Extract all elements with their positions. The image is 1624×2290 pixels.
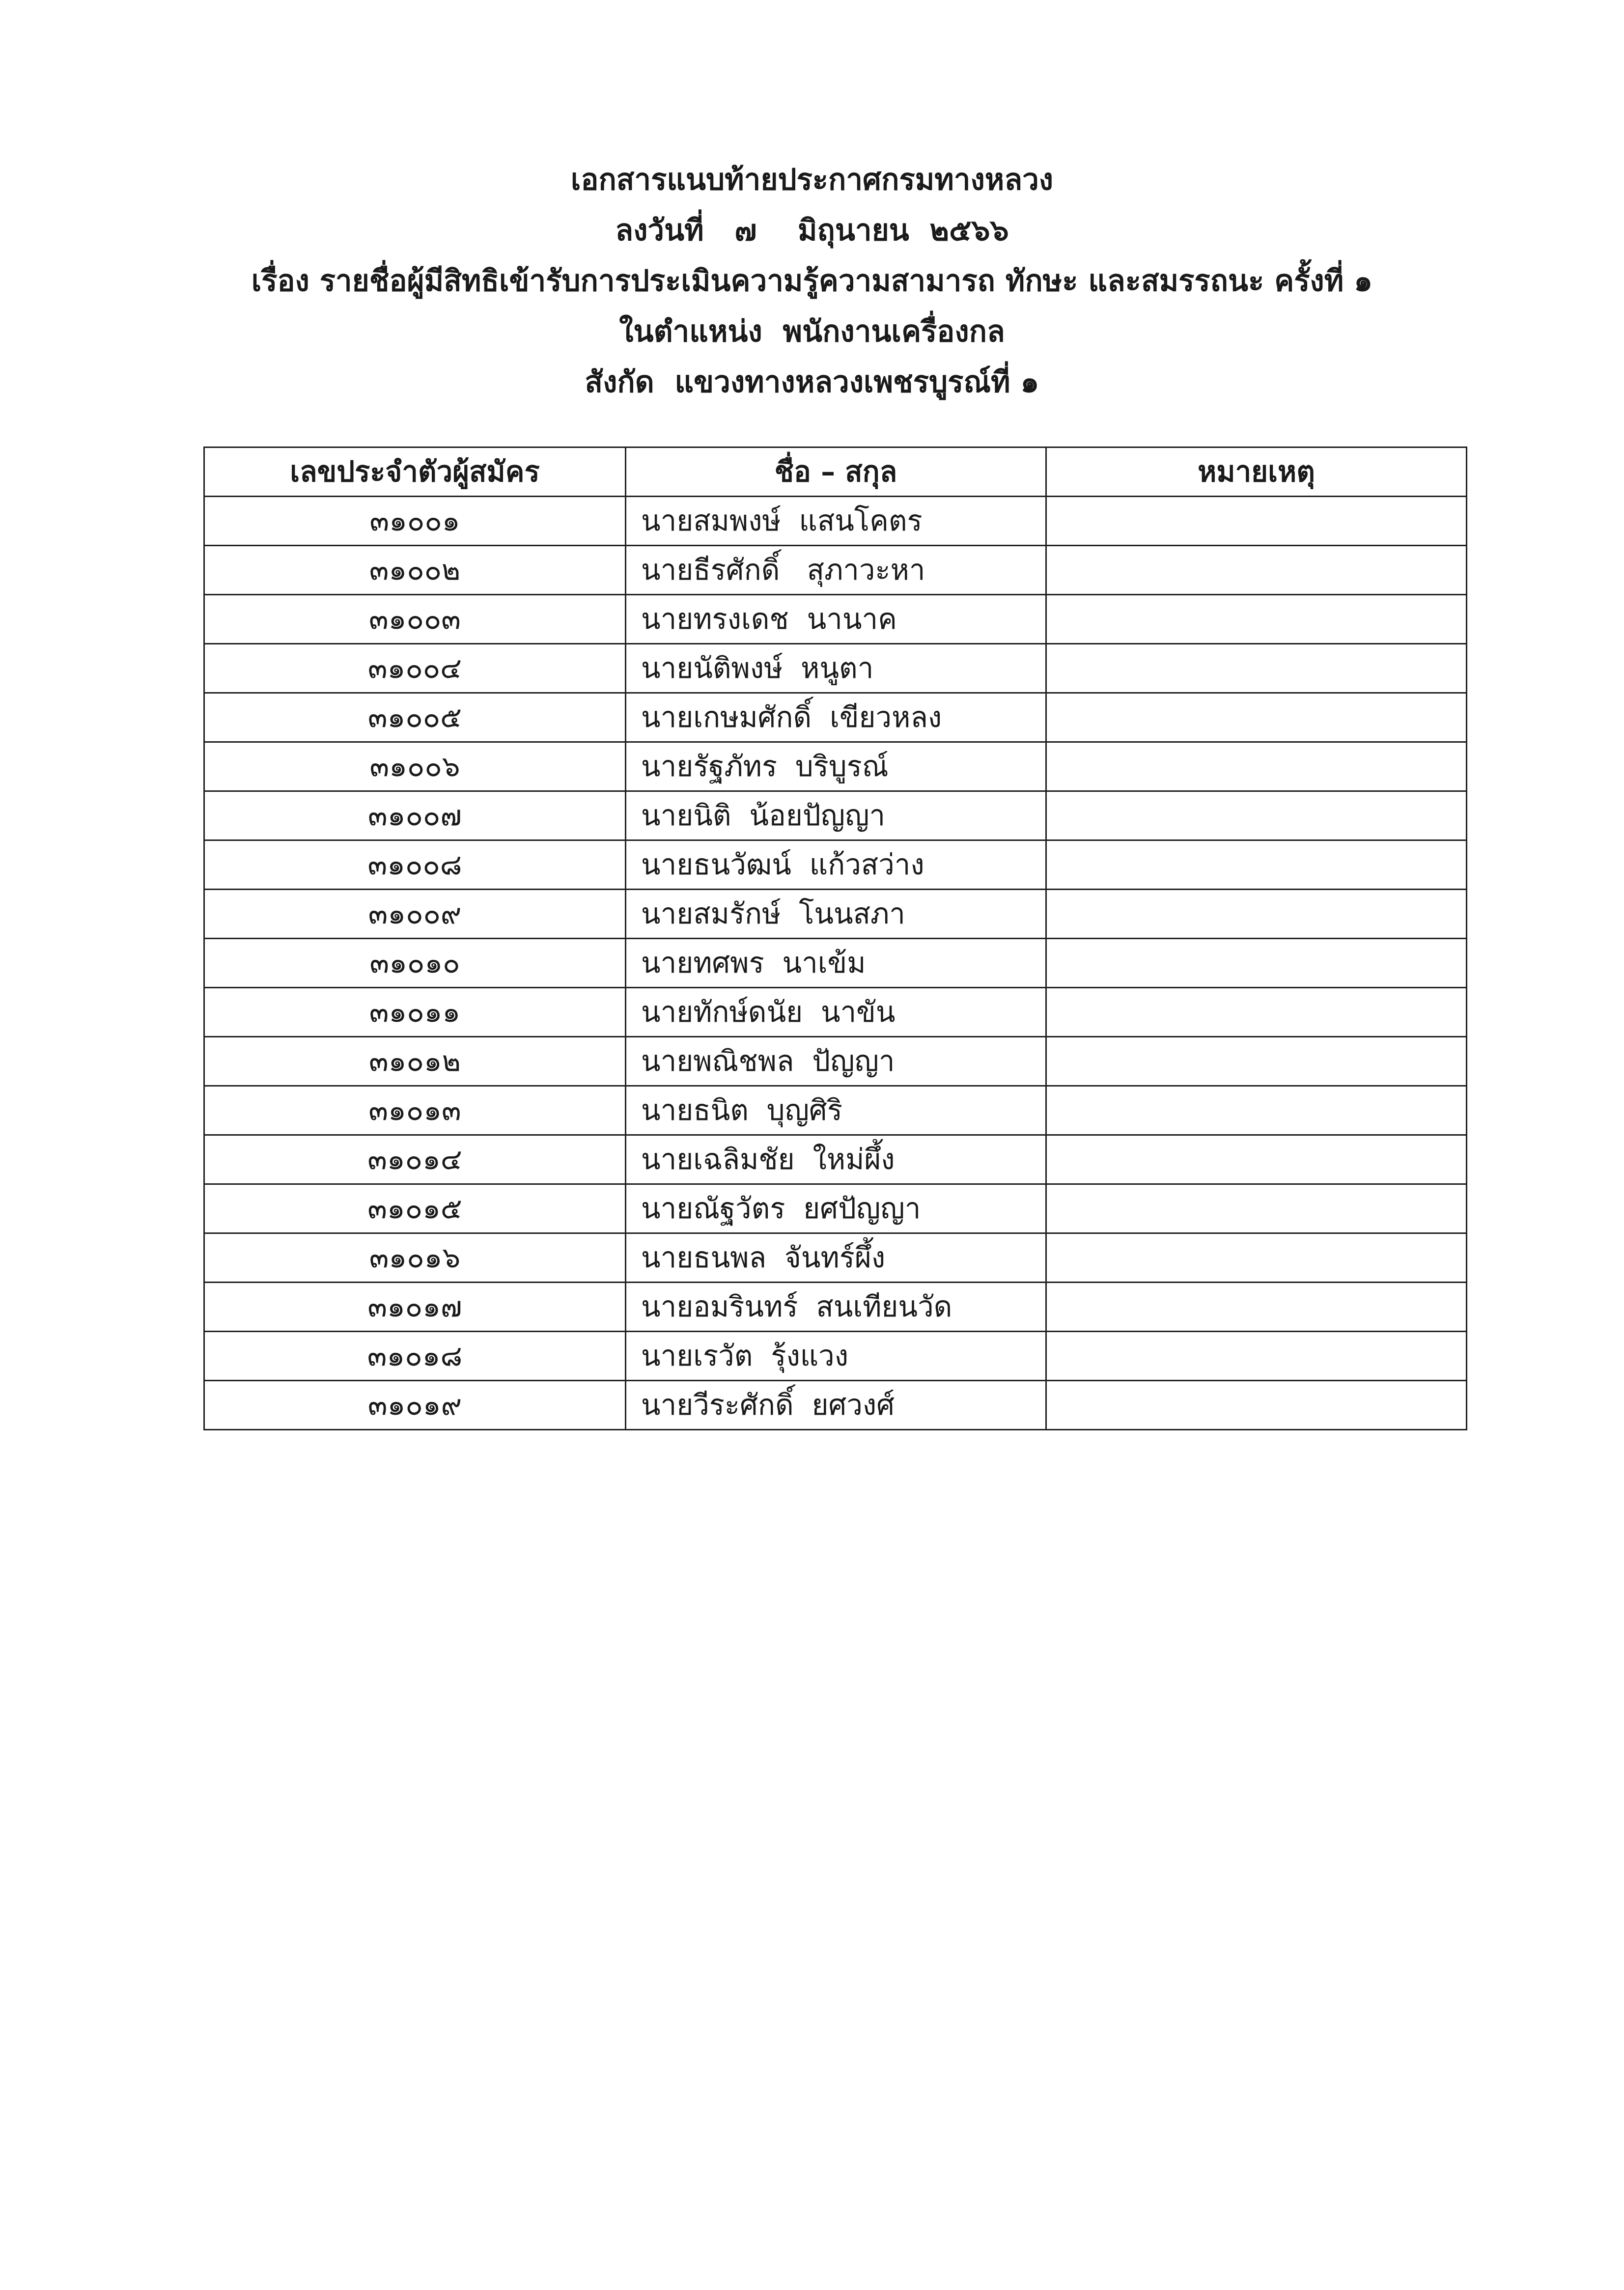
- applicant-id-cell: ๓๑๐๐๒: [204, 546, 626, 595]
- applicant-id-cell: ๓๑๐๐๘: [204, 840, 626, 890]
- applicant-id-cell: ๓๑๐๑๙: [204, 1381, 626, 1430]
- remarks-cell: [1046, 840, 1467, 890]
- table-row: [204, 497, 1467, 546]
- document-header: [0, 155, 1624, 408]
- applicant-name-cell: นายนัติพงษ์ หนูตา: [626, 644, 1046, 693]
- remarks-cell: [1046, 939, 1467, 988]
- applicant-id-cell: ๓๑๐๐๑: [204, 497, 626, 546]
- affiliation-line: สังกัด แขวงทางหลวงเพชรบูรณ์ที่ ๑: [585, 365, 1039, 399]
- remarks-cell: [1046, 988, 1467, 1037]
- applicant-name-cell: นายรัฐภัทร บริบูรณ์: [626, 742, 1046, 791]
- table-row: [204, 742, 1467, 791]
- table-body: [204, 497, 1467, 1430]
- table-header-row: [204, 447, 1467, 497]
- remarks-cell: [1046, 497, 1467, 546]
- applicant-name-cell: นายสมพงษ์ แสนโคตร: [626, 497, 1046, 546]
- applicant-id-cell: ๓๑๐๐๗: [204, 791, 626, 840]
- applicant-name-cell: นายเรวัต รุ้งแวง: [626, 1332, 1046, 1381]
- applicant-id-cell: ๓๑๐๐๔: [204, 644, 626, 693]
- applicant-name-cell: นายธนวัฒน์ แก้วสว่าง: [626, 840, 1046, 890]
- applicant-name-cell: นายวีระศักดิ์ ยศวงศ์: [626, 1381, 1046, 1430]
- applicant-name-cell: นายธนิต บุญศิริ: [626, 1086, 1046, 1135]
- table-row: [204, 644, 1467, 693]
- applicant-name-cell: นายอมรินทร์ สนเทียนวัด: [626, 1283, 1046, 1332]
- applicant-id-cell: ๓๑๐๐๓: [204, 595, 626, 644]
- applicant-id-cell: ๓๑๐๐๖: [204, 742, 626, 791]
- applicant-table-container: [203, 447, 1466, 1430]
- remarks-cell: [1046, 1233, 1467, 1283]
- applicant-id-cell: ๓๑๐๐๙: [204, 890, 626, 939]
- position-line: ในตำแหน่ง พนักงานเครื่องกล: [619, 314, 1005, 349]
- table-row: [204, 988, 1467, 1037]
- table-row: [204, 939, 1467, 988]
- applicant-id-cell: ๓๑๐๑๕: [204, 1184, 626, 1233]
- table-row: [204, 1037, 1467, 1086]
- applicant-name-cell: นายธีรศักดิ์ สุภาวะหา: [626, 546, 1046, 595]
- remarks-cell: [1046, 1135, 1467, 1184]
- column-header-full-name: ชื่อ – สกุล: [626, 447, 1046, 497]
- remarks-cell: [1046, 791, 1467, 840]
- applicant-id-cell: ๓๑๐๑๗: [204, 1283, 626, 1332]
- column-header-applicant-id: เลขประจำตัวผู้สมัคร: [204, 447, 626, 497]
- table-row: [204, 693, 1467, 742]
- applicant-id-cell: ๓๑๐๑๑: [204, 988, 626, 1037]
- remarks-cell: [1046, 890, 1467, 939]
- applicant-id-cell: ๓๑๐๑๐: [204, 939, 626, 988]
- remarks-cell: [1046, 1332, 1467, 1381]
- applicant-id-cell: ๓๑๐๑๒: [204, 1037, 626, 1086]
- table-row: [204, 595, 1467, 644]
- table-row: [204, 791, 1467, 840]
- applicant-name-cell: นายพณิชพล ปัญญา: [626, 1037, 1046, 1086]
- table-row: [204, 1332, 1467, 1381]
- applicant-name-cell: นายเกษมศักดิ์ เขียวหลง: [626, 693, 1046, 742]
- applicant-name-cell: นายนิติ น้อยปัญญา: [626, 791, 1046, 840]
- applicant-id-cell: ๓๑๐๐๕: [204, 693, 626, 742]
- applicant-name-cell: นายธนพล จันทร์ผึ้ง: [626, 1233, 1046, 1283]
- column-header-remarks: หมายเหตุ: [1046, 447, 1467, 497]
- applicant-name-cell: นายทศพร นาเข้ม: [626, 939, 1046, 988]
- table-row: [204, 1184, 1467, 1233]
- applicant-name-cell: นายณัฐวัตร ยศปัญญา: [626, 1184, 1046, 1233]
- table-row: [204, 1381, 1467, 1430]
- remarks-cell: [1046, 1283, 1467, 1332]
- announcement-date: ลงวันที่ ๗ มิถุนายน ๒๕๖๖: [615, 213, 1009, 248]
- remarks-cell: [1046, 1086, 1467, 1135]
- applicant-name-cell: นายสมรักษ์ โนนสภา: [626, 890, 1046, 939]
- applicant-id-cell: ๓๑๐๑๖: [204, 1233, 626, 1283]
- remarks-cell: [1046, 1184, 1467, 1233]
- applicant-name-cell: นายเฉลิมชัย ใหม่ผึ้ง: [626, 1135, 1046, 1184]
- table-row: [204, 1086, 1467, 1135]
- subject-line: เรื่อง รายชื่อผู้มีสิทธิเข้ารับการประเมินความรู้ความสามารถ ทักษะ และสมรรถนะ ครั้งที่ ๑: [251, 264, 1373, 298]
- applicant-id-cell: ๓๑๐๑๘: [204, 1332, 626, 1381]
- applicant-table: [203, 447, 1467, 1430]
- table-row: [204, 840, 1467, 890]
- remarks-cell: [1046, 644, 1467, 693]
- remarks-cell: [1046, 595, 1467, 644]
- remarks-cell: [1046, 1381, 1467, 1430]
- remarks-cell: [1046, 1037, 1467, 1086]
- table-row: [204, 890, 1467, 939]
- table-row: [204, 1233, 1467, 1283]
- applicant-id-cell: ๓๑๐๑๓: [204, 1086, 626, 1135]
- document-title: เอกสารแนบท้ายประกาศกรมทางหลวง: [570, 163, 1054, 197]
- table-row: [204, 546, 1467, 595]
- remarks-cell: [1046, 693, 1467, 742]
- remarks-cell: [1046, 742, 1467, 791]
- table-row: [204, 1283, 1467, 1332]
- applicant-id-cell: ๓๑๐๑๔: [204, 1135, 626, 1184]
- remarks-cell: [1046, 546, 1467, 595]
- applicant-name-cell: นายทรงเดช นานาค: [626, 595, 1046, 644]
- applicant-name-cell: นายทักษ์ดนัย นาขัน: [626, 988, 1046, 1037]
- table-row: [204, 1135, 1467, 1184]
